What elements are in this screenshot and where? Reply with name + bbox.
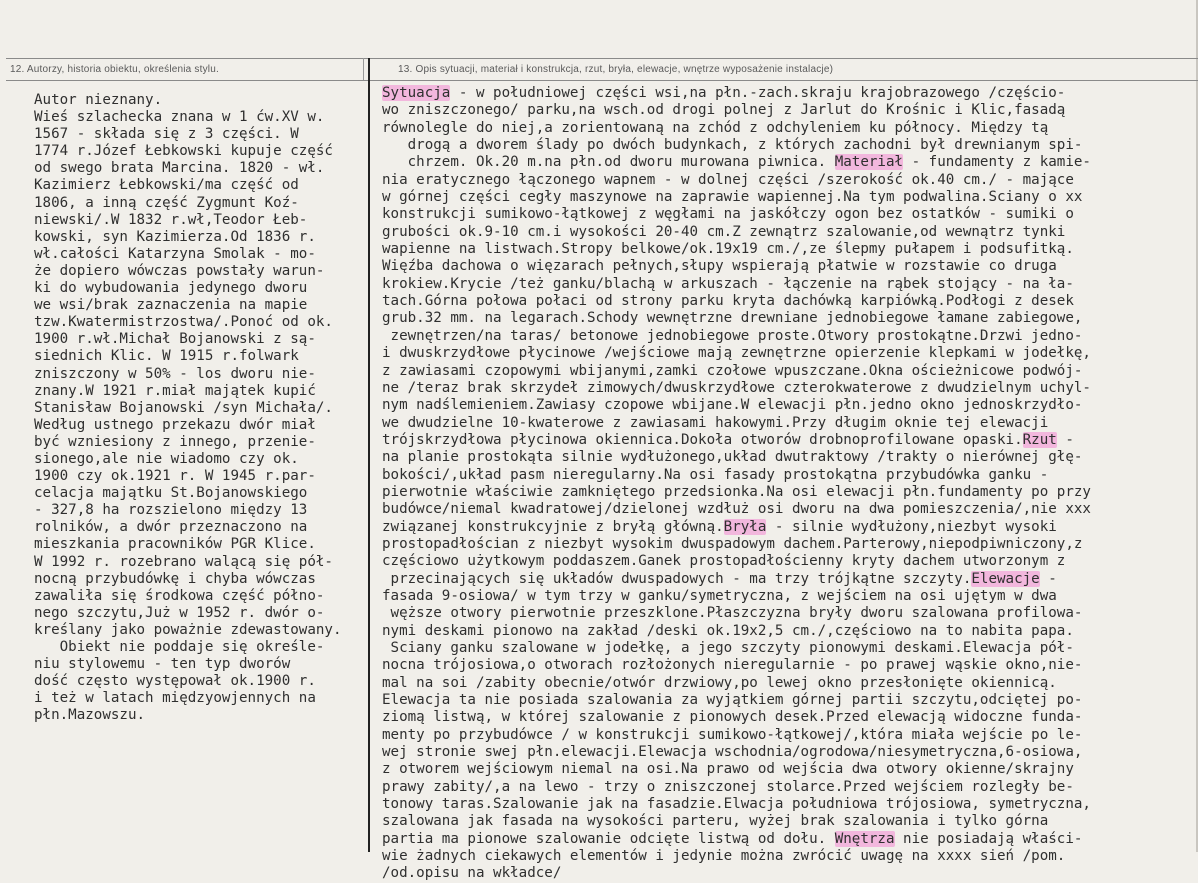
text-segment: związanej konstrukcyjnie z bryłą główną. xyxy=(382,518,724,535)
history-text-line: od swego brata Marcina. 1820 - wł. xyxy=(34,160,325,177)
text-segment: grubości ok.9-10 cm.i wysokości 20-40 cm.Z zewnątrz szalowanie,od wewnątrz tynki xyxy=(382,223,1066,240)
history-text-line: 1900 czy ok.1921 r. W 1945 r.par- xyxy=(34,468,316,485)
description-text-line xyxy=(382,865,1194,882)
description-text-line xyxy=(382,258,1194,275)
history-text-line: nego szczytu,Już w 1952 r. dwór o- xyxy=(34,604,325,621)
text-segment: budówce/niemal kwadratowej/dzielonej wzdłuż osi dworu na dwa pomieszczenia/,nie xxx xyxy=(382,501,1091,518)
highlighted-keyword: Materiał xyxy=(834,154,904,171)
history-text-line: kowski, syn Kazimierza.Od 1836 r. xyxy=(34,228,316,245)
history-text-line: niewski/.W 1832 r.wł,Teodor Łeb- xyxy=(34,211,308,228)
history-text-line: siednich Klic. W 1915 r.folwark xyxy=(34,348,299,365)
description-text-line xyxy=(382,675,1194,692)
text-segment: krokiew.Krycie /też ganku/blachą w arkuszach - łączenie na rąbek stojący - na ła- xyxy=(382,275,1074,292)
history-text-line: kreślany jako poważnie zdewastowany. xyxy=(34,621,342,638)
history-text-line: - 327,8 ha rozszielono między 13 xyxy=(34,502,308,519)
text-segment: menty po przybudówce / w konstrukcji sumikowo-łątkowej/,która miała wejście po le- xyxy=(382,726,1083,743)
highlighted-keyword: Sytuacja xyxy=(382,85,451,101)
text-segment: partia ma pionowe szalowanie odcięte listwą od dołu. xyxy=(382,830,835,847)
text-segment: - xyxy=(1039,570,1057,587)
history-text-line: i też w latach międzyowjennych na xyxy=(34,690,316,707)
description-text-line xyxy=(382,467,1194,484)
history-text-line: we wsi/brak zaznaczenia na mapie xyxy=(34,297,308,314)
text-segment: częściowo użytkowym poddaszem.Ganek prostopadłościenny kryty dachem utworzonym z xyxy=(382,553,1066,570)
text-segment: ne /teraz brak skrzydeł zimowych/dwuskrzydłowe czterokwaterowe z dwudzielnym uchyl- xyxy=(382,379,1091,396)
column-divider xyxy=(368,58,370,852)
history-text-line: być wzniesiony z innego, przenie- xyxy=(34,433,316,450)
text-segment: chrzem. Ok.20 m.na płn.od dworu murowana piwnica. xyxy=(382,154,835,171)
description-text-line xyxy=(382,345,1194,362)
top-rule xyxy=(6,58,1198,59)
text-segment: wej stronie swej płn.elewacji.Elewacja wschodnia/ogrodowa/niesymetryczna,6-osiowa, xyxy=(382,744,1083,761)
history-text-line: W 1992 r. rozebrano walącą się pół- xyxy=(34,553,333,570)
text-segment: - xyxy=(1056,431,1074,448)
history-text-line: 1774 r.Józef Łebkowski kupuje część xyxy=(34,143,333,160)
text-segment: prostopadłościan z niezbyt wysokim dwuspadowym dachem.Parterowy,niepodpiwniczony,z xyxy=(382,535,1083,552)
text-segment: fasada 9-osiowa/ w tym trzy w ganku/symetryczna, z wejściem na osi ujętym w dwa xyxy=(382,587,1057,604)
description-text-line xyxy=(382,397,1194,414)
description-text-line xyxy=(382,363,1194,380)
text-segment: nocna trójosiowa,o otworach rozłożonych nieregularnie - po prawej wąskie okno,nie- xyxy=(382,657,1083,674)
description-text-line xyxy=(382,415,1194,432)
text-segment: we dwudzielne 10-kwaterowe z zawiasami hakowymi.Przy długim oknie tej elewacji xyxy=(382,414,1049,431)
text-segment: konstrukcji sumikowo-łątkowej z węgłami na jaskółczy ogon bez ostatków - sumiki o xyxy=(382,206,1074,223)
text-segment: z otworem wejściowym niemal na osi.Na prawo od wejścia dwa otwory okienne/skrajny xyxy=(382,761,1074,778)
history-text-line: zawaliła się środkowa część półno- xyxy=(34,587,325,604)
text-segment: grub.32 mm. na legarach.Schody wewnętrzne drewniane jednobiegowe łamane zabiegowe, xyxy=(382,310,1083,327)
text-segment: pierwotnie właściwie zamkniętego przedsionka.Na osi elewacji płn.fundamenty po przy xyxy=(382,483,1091,500)
history-text-line: 1567 - składa się z 3 części. W xyxy=(34,126,299,143)
text-segment: z zawiasami czopowymi wbijanymi,zamki czołowe wpuszczane.Okna ościeżnicowe podwój- xyxy=(382,362,1083,379)
history-text-line: wł.całości Katarzyna Smolak - mo- xyxy=(34,245,316,262)
description-text-line xyxy=(382,501,1194,518)
text-segment: na planie prostokąta silnie wydłużonego,układ dwutraktowy /trakty o nierównej głę- xyxy=(382,449,1083,466)
description-text-line xyxy=(382,692,1194,709)
description-text-line xyxy=(382,640,1194,657)
description-text-line xyxy=(382,449,1194,466)
history-text-line: Obiekt nie poddaje się określe- xyxy=(34,639,325,655)
description-text-line xyxy=(382,761,1194,778)
description-text-line xyxy=(382,519,1194,536)
text-segment: wie żadnych ciekawych elementów i jedynie można zwrócić uwagę na xxxx sień /pom. xyxy=(382,848,1066,865)
text-segment: przecinających się układów dwuspadowych - ma trzy trójkątne szczyty. xyxy=(382,570,972,587)
description-text-line xyxy=(382,310,1194,327)
text-segment: - silnie wydłużony,niezbyt wysoki xyxy=(766,518,1057,535)
description-column xyxy=(382,85,1194,883)
highlighted-keyword: Bryła xyxy=(723,518,767,535)
history-text-line: znany.W 1921 r.miał majątek kupić xyxy=(34,382,316,399)
history-text-line: tzw.Kwatermistrzostwa/.Ponoć od ok. xyxy=(34,314,333,331)
description-text-line xyxy=(382,709,1194,726)
description-text-line xyxy=(382,120,1194,137)
text-segment: drogą a dworem ślady po dwóch budynkach, z których zachodni był drewnianym spi- xyxy=(382,137,1083,154)
text-segment: nym nadślemieniem.Zawiasy czopowe wbijane.W elewacji płn.jedno okno jednoskrzydło- xyxy=(382,397,1083,414)
description-text-line xyxy=(382,623,1194,640)
description-text-line xyxy=(382,796,1194,813)
text-segment: węższe otwory pierwotnie przeszklone.Płaszczyzna bryły dworu szalowana profilowa- xyxy=(382,605,1083,622)
description-text-line xyxy=(382,536,1194,553)
header-rule xyxy=(6,80,1198,81)
description-text-line xyxy=(382,224,1194,241)
history-text-line: niu stylowemu - ten typ dworów xyxy=(34,656,291,673)
text-segment: nymi deskami pionowo na zakład /deski ok.19x2,5 cm./,częściowo na to nabita papa. xyxy=(382,622,1074,639)
text-segment: Sciany ganku szalowane w jodełkę, a jego szczyty pionowymi deskami.Elewacja pół- xyxy=(382,640,1074,656)
text-segment: w górnej części cegły maszynowe na zaprawie wapiennej.Na tym podwalina.Sciany o xx xyxy=(382,189,1083,206)
description-text-line xyxy=(382,744,1194,761)
text-segment: ziomą listwą, w której szalowanie z pionowych desek.Przed elewacją widoczne funda- xyxy=(382,709,1083,726)
description-text-line xyxy=(382,848,1194,865)
highlighted-keyword: Elewacje xyxy=(971,570,1040,587)
highlighted-keyword: Wnętrza xyxy=(834,830,895,847)
description-text-line xyxy=(382,189,1194,206)
text-segment: wo zniszczonego/ parku,na wsch.od drogi polnej z Jarlut do Krośnic i Klic,fasadą xyxy=(382,102,1066,119)
history-text-line: płn.Mazowszu. xyxy=(34,707,146,724)
description-text-line xyxy=(382,85,1194,102)
history-text-line: sionego,ale nie wiadomo czy ok. xyxy=(34,450,299,467)
text-segment: tach.Górna połowa połaci od strony parku kryta dachówką karpiówką.Podłogi z desek xyxy=(382,293,1074,310)
description-text-line xyxy=(382,102,1194,119)
history-text-line: Wieś szlachecka znana w 1 ćw.XV w. xyxy=(34,109,325,126)
text-segment: tonowy taras.Szalowanie jak na fasadzie.Elwacja południowa trójosiowa, symetryczna, xyxy=(382,796,1091,813)
description-text-line xyxy=(382,293,1194,310)
text-segment: i dwuskrzydłowe płycinowe /wejściowe mają zewnętrzne opierzenie klepkami w jodełkę, xyxy=(382,345,1091,362)
description-text-line xyxy=(382,137,1194,154)
description-text-line xyxy=(382,813,1194,830)
text-segment: nia eratycznego łączonego wapnem - w dolnej części /szerokość ok.40 cm./ - mające xyxy=(382,171,1074,188)
description-text-line xyxy=(382,605,1194,622)
history-text-line: rolników, a dwór przeznaczono na xyxy=(34,519,308,536)
history-text-line: Według ustnego przekazu dwór miał xyxy=(34,416,316,433)
description-text-line xyxy=(382,380,1194,397)
text-segment: /od.opisu na wkładce/ xyxy=(382,865,562,882)
description-text-line xyxy=(382,432,1194,449)
text-segment: Elewacja ta nie posiada szalowania za wyjątkiem górnej partii szczytu,odciętej po- xyxy=(382,692,1083,709)
description-text-line xyxy=(382,588,1194,605)
header-divider xyxy=(363,58,364,80)
description-text-line xyxy=(382,206,1194,223)
history-text-line: mieszkania pracowników PGR Klice. xyxy=(34,536,316,553)
description-text-line xyxy=(382,571,1194,588)
description-text-line xyxy=(382,154,1194,171)
description-text-line xyxy=(382,657,1194,674)
description-text-line xyxy=(382,241,1194,258)
description-text-line xyxy=(382,553,1194,570)
history-text-line: nocną przybudówkę i chyba wówczas xyxy=(34,570,316,587)
history-text-line: 1806, a inną część Zygmunt Koź- xyxy=(34,194,299,211)
text-segment: zewnętrzen/na taras/ betonowe jednobiegowe proste.Otwory prostokątne.Drzwi jedno- xyxy=(382,327,1083,344)
text-segment: nie posiadają właści- xyxy=(894,830,1083,847)
description-text-line xyxy=(382,779,1194,796)
text-segment: - w południowej części wsi,na płn.-zach.skraju krajobrazowego /częścio- xyxy=(450,85,1066,101)
description-text-line xyxy=(382,172,1194,189)
history-text-line: 1900 r.wł.Michał Bojanowski z są- xyxy=(34,331,316,348)
section-13-header: 13. Opis sytuacji, materiał i konstrukcja, rzut, bryła, elewacje, wnętrze wyposażenie instalacje) xyxy=(398,64,834,75)
text-segment: szalowana jak fasada na wysokości parteru, wyżej brak szalowania i tylko górna xyxy=(382,813,1049,830)
description-text-line xyxy=(382,727,1194,744)
history-column xyxy=(34,92,364,724)
history-text-line: Autor nieznany. xyxy=(34,92,163,108)
text-segment: mal na soi /zabity obecnie/otwór drzwiowy,po lewej okno przesłonięte okiennicą. xyxy=(382,674,1057,691)
text-segment: prawy zabity/,a na lewo - trzy o zniszczonej stolarce.Przed wejściem rozległy be- xyxy=(382,778,1074,795)
description-text-line xyxy=(382,831,1194,848)
text-segment: bokości/,układ pasm nieregularny.Na osi fasady prostokątna przybudówka ganku - xyxy=(382,466,1049,483)
history-text-line: Kazimierz Łebkowski/ma część od xyxy=(34,177,299,194)
history-text-line: celacja majątku St.Bojanowskiego xyxy=(34,485,308,502)
highlighted-keyword: Rzut xyxy=(1022,431,1057,448)
history-text-line: ki do wybudowania jedynego dworu xyxy=(34,280,308,297)
history-text-line: Stanisław Bojanowski /syn Michała/. xyxy=(34,399,333,416)
text-segment: trójskrzydłowa płycinowa okiennica.Dokoła otworów drobnoprofilowane opaski. xyxy=(382,431,1023,448)
text-segment: Więźba dachowa o więzarach pełnych,słupy wspierają płatwie w rozstawie co druga xyxy=(382,258,1057,275)
description-text-line xyxy=(382,484,1194,501)
text-segment: równolegle do niej,a zorientowaną na zchód z odchyleniem ku północy. Między tą xyxy=(382,119,1049,136)
text-segment: - fundamenty z kamie- xyxy=(903,154,1091,171)
text-segment: wapienne na listwach.Stropy belkowe/ok.19x19 cm./,ze ślepmy pułapem i podsufitką. xyxy=(382,241,1074,258)
description-text-line xyxy=(382,276,1194,293)
history-text-line: że dopiero wówczas powstały warun- xyxy=(34,262,325,279)
history-text-line: dość często występował ok.1900 r. xyxy=(34,673,316,690)
history-text-line: zniszczony w 50% - los dworu nie- xyxy=(34,365,316,382)
description-text-line xyxy=(382,328,1194,345)
section-12-header: 12. Autorzy, historia obiektu, określenia stylu. xyxy=(10,64,219,75)
